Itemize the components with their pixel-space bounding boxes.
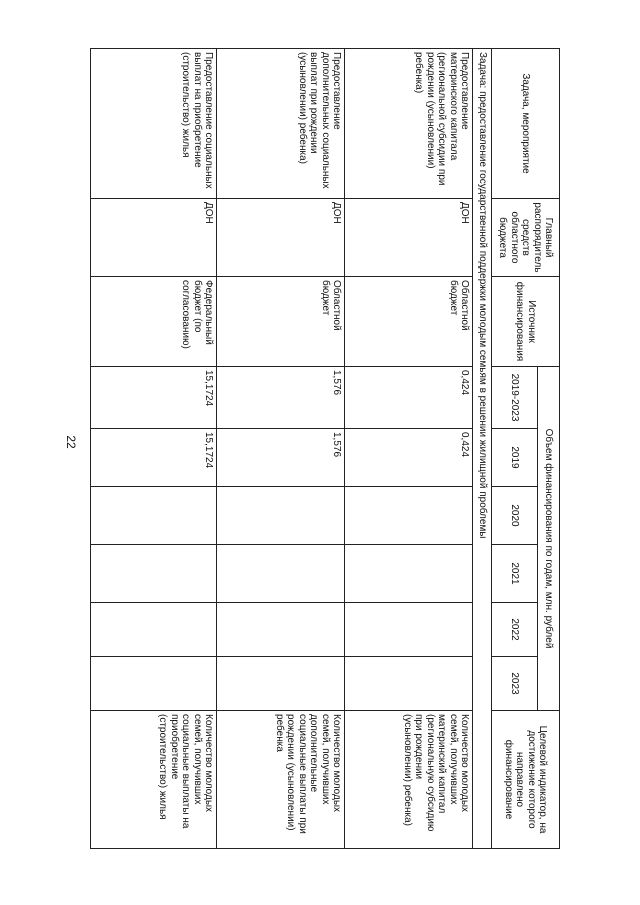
row-value <box>91 487 217 545</box>
row-value <box>345 545 473 603</box>
row-value <box>91 545 217 603</box>
row-value <box>345 603 473 657</box>
funding-table <box>90 48 560 849</box>
header-year: 2021 <box>492 545 538 603</box>
header-task: Задача, мероприятие <box>492 49 560 199</box>
row-source: Федеральный бюджет (по согласованию) <box>91 277 217 367</box>
table-row <box>345 49 473 849</box>
task-title: Задача: предоставление государственной поддержки молодым семьям в решении жилищной проблемы <box>473 49 492 849</box>
table-row <box>217 49 345 849</box>
row-value: 0,424 <box>345 429 473 487</box>
header-year: 2019 <box>492 429 538 487</box>
rotated-table-wrapper <box>90 48 560 848</box>
header-funding-group: Объем финансирования по годам, млн. рублей <box>538 367 560 711</box>
row-value <box>91 603 217 657</box>
row-distributor: ДОН <box>217 199 345 277</box>
row-distributor: ДОН <box>91 199 217 277</box>
row-value <box>217 487 345 545</box>
row-distributor: ДОН <box>345 199 473 277</box>
row-value <box>91 657 217 711</box>
row-value: 1,576 <box>217 367 345 429</box>
row-name: Предоставление дополнительных социальных выплат при рождении (усыновлении) ребенка) <box>217 49 345 199</box>
row-value <box>217 657 345 711</box>
row-value <box>345 657 473 711</box>
row-indicator: Количество молодых семей, получивших социальные выплаты на приобретение (строительство) жилья <box>91 711 217 849</box>
row-name: Предоставление социальных выплат на приобретение (строительство) жилья <box>91 49 217 199</box>
page-number-wrapper <box>61 432 81 452</box>
row-value <box>217 603 345 657</box>
row-indicator: Количество молодых семей, получивших дополнительные социальные выплаты при рождении (усыновлении) ребенка <box>217 711 345 849</box>
row-value: 15,1724 <box>91 367 217 429</box>
row-source: Областной бюджет <box>217 277 345 367</box>
row-value: 0,424 <box>345 367 473 429</box>
header-year: 2022 <box>492 603 538 657</box>
row-value: 1,576 <box>217 429 345 487</box>
row-name: Предоставление материнского капитала (региональной субсидии при рождении (усыновлении) ребенка) <box>345 49 473 199</box>
header-distributor: Главный распорядитель средств областного бюджета <box>492 199 560 277</box>
row-source: Областной бюджет <box>345 277 473 367</box>
row-indicator: Количество молодых семей, получивших материнский капитал (региональную субсидию при рождении (усыновлении) ребенка) <box>345 711 473 849</box>
row-value <box>345 487 473 545</box>
page-number: 22 <box>64 435 78 449</box>
header-year: 2023 <box>492 657 538 711</box>
row-value: 15,1724 <box>91 429 217 487</box>
header-source: Источник финансирования <box>492 277 560 367</box>
header-year: 2019-2023 <box>492 367 538 429</box>
header-year: 2020 <box>492 487 538 545</box>
header-indicator: Целевой индикатор, на достижение которого направлено финансирование <box>492 711 560 849</box>
row-value <box>217 545 345 603</box>
table-row <box>91 49 217 849</box>
